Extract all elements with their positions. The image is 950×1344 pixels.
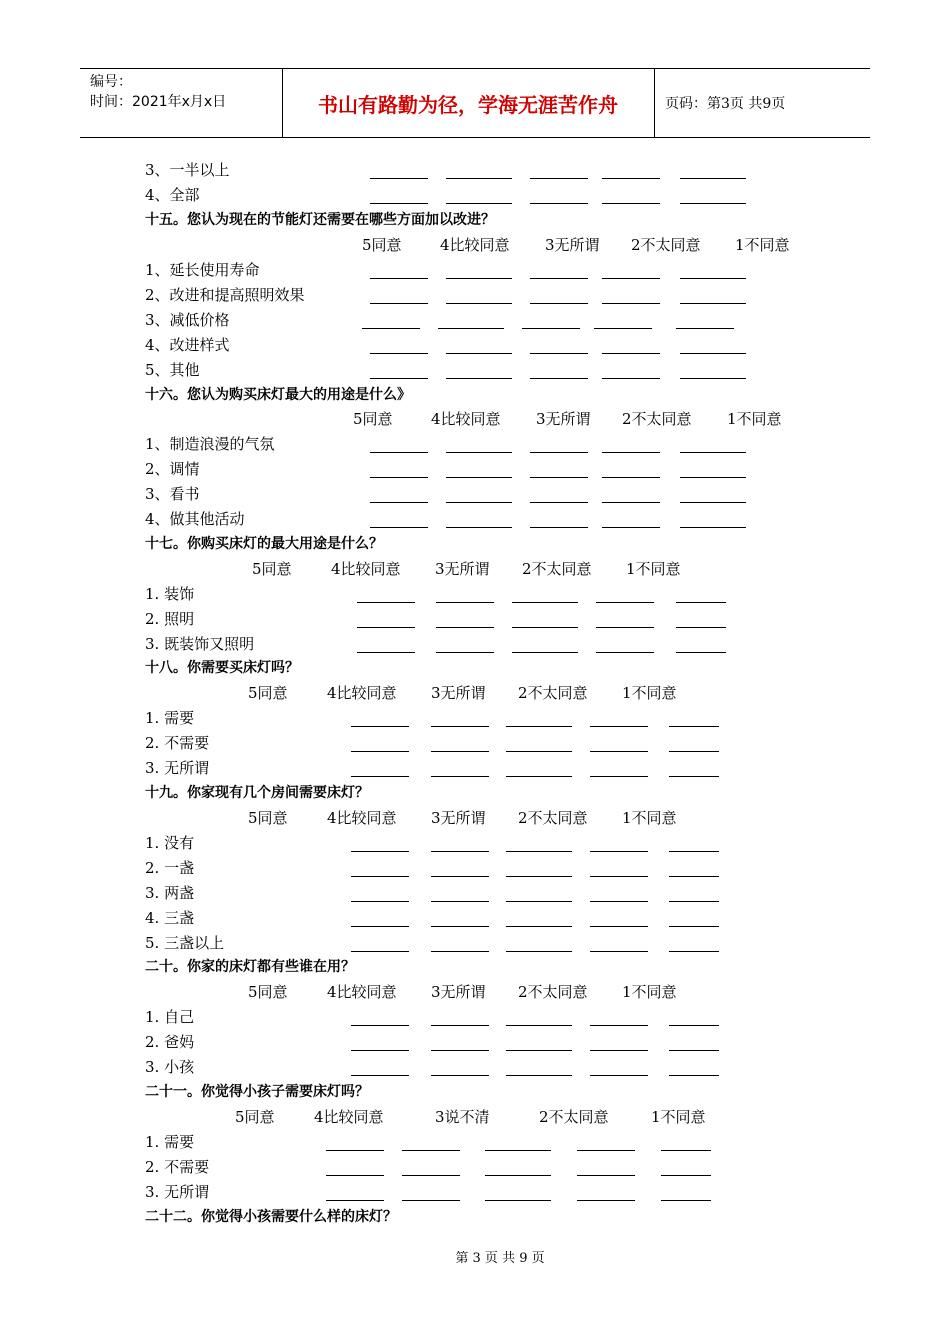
page-indicator: 页码：第3页 共9页 bbox=[665, 96, 786, 112]
number-label: 编号： bbox=[90, 74, 132, 90]
answer-blank[interactable] bbox=[669, 776, 719, 777]
option-label: 3. 无所谓 bbox=[145, 1183, 210, 1201]
answer-blank[interactable] bbox=[326, 1150, 384, 1151]
option-label: 5、其他 bbox=[145, 361, 200, 379]
answer-blank[interactable] bbox=[351, 926, 409, 927]
answer-blank[interactable] bbox=[431, 1025, 489, 1026]
option-label: 3. 两盏 bbox=[145, 884, 195, 902]
scale-label: 5同意 bbox=[362, 236, 402, 254]
scale-label: 4比较同意 bbox=[327, 684, 397, 702]
answer-blank[interactable] bbox=[446, 452, 512, 453]
answer-blank[interactable] bbox=[351, 726, 409, 727]
scale-label: 3无所谓 bbox=[431, 983, 486, 1001]
option-label: 3. 无所谓 bbox=[145, 759, 210, 777]
answer-blank[interactable] bbox=[680, 303, 746, 304]
answer-blank[interactable] bbox=[530, 203, 588, 204]
answer-blank[interactable] bbox=[431, 851, 489, 852]
answer-blank[interactable] bbox=[446, 303, 512, 304]
answer-blank[interactable] bbox=[436, 602, 494, 603]
answer-blank[interactable] bbox=[431, 951, 489, 952]
answer-blank[interactable] bbox=[530, 477, 588, 478]
answer-blank[interactable] bbox=[438, 328, 504, 329]
option-label: 2. 一盏 bbox=[145, 859, 195, 877]
scale-label: 5同意 bbox=[248, 684, 288, 702]
answer-blank[interactable] bbox=[602, 502, 660, 503]
answer-blank[interactable] bbox=[602, 178, 660, 179]
answer-blank[interactable] bbox=[590, 776, 648, 777]
option-label: 2. 照明 bbox=[145, 610, 195, 628]
answer-blank[interactable] bbox=[590, 1050, 648, 1051]
answer-blank[interactable] bbox=[370, 353, 428, 354]
answer-blank[interactable] bbox=[351, 776, 409, 777]
answer-blank[interactable] bbox=[669, 1050, 719, 1051]
answer-blank[interactable] bbox=[669, 751, 719, 752]
answer-blank[interactable] bbox=[446, 278, 512, 279]
answer-blank[interactable] bbox=[590, 951, 648, 952]
option-label: 1. 没有 bbox=[145, 834, 195, 852]
answer-blank[interactable] bbox=[530, 178, 588, 179]
answer-blank[interactable] bbox=[446, 203, 512, 204]
answer-blank[interactable] bbox=[506, 751, 572, 752]
answer-blank[interactable] bbox=[370, 452, 428, 453]
answer-blank[interactable] bbox=[357, 652, 415, 653]
answer-blank[interactable] bbox=[680, 527, 746, 528]
scale-label: 4比较同意 bbox=[327, 983, 397, 1001]
answer-blank[interactable] bbox=[351, 1025, 409, 1026]
scale-label: 2不太同意 bbox=[518, 684, 588, 702]
question-title: 二十。你家的床灯都有些谁在用？ bbox=[145, 959, 355, 975]
scale-label: 2不太同意 bbox=[518, 809, 588, 827]
answer-blank[interactable] bbox=[512, 652, 578, 653]
answer-blank[interactable] bbox=[602, 378, 660, 379]
answer-blank[interactable] bbox=[446, 378, 512, 379]
answer-blank[interactable] bbox=[431, 776, 489, 777]
answer-blank[interactable] bbox=[370, 477, 428, 478]
option-label: 4、做其他活动 bbox=[145, 510, 245, 528]
answer-blank[interactable] bbox=[596, 652, 654, 653]
question-title: 十七。你购买床灯的最大用途是什么？ bbox=[145, 536, 383, 552]
motto: 书山有路勤为径，学海无涯苦作舟 bbox=[282, 69, 655, 137]
option-label: 1. 装饰 bbox=[145, 585, 195, 603]
scale-label: 5同意 bbox=[248, 983, 288, 1001]
answer-blank[interactable] bbox=[530, 502, 588, 503]
answer-blank[interactable] bbox=[506, 901, 572, 902]
answer-blank[interactable] bbox=[436, 627, 494, 628]
answer-blank[interactable] bbox=[485, 1175, 551, 1176]
option-label: 4、全部 bbox=[145, 186, 200, 204]
scale-label: 1不同意 bbox=[626, 560, 681, 578]
answer-blank[interactable] bbox=[506, 726, 572, 727]
answer-blank[interactable] bbox=[506, 926, 572, 927]
answer-blank[interactable] bbox=[357, 627, 415, 628]
answer-blank[interactable] bbox=[530, 378, 588, 379]
answer-blank[interactable] bbox=[577, 1200, 635, 1201]
answer-blank[interactable] bbox=[351, 951, 409, 952]
answer-blank[interactable] bbox=[370, 502, 428, 503]
scale-label: 4比较同意 bbox=[431, 410, 501, 428]
scale-label: 3无所谓 bbox=[431, 684, 486, 702]
answer-blank[interactable] bbox=[431, 876, 489, 877]
option-label: 4、改进样式 bbox=[145, 336, 230, 354]
answer-blank[interactable] bbox=[680, 378, 746, 379]
scale-label: 1不同意 bbox=[735, 236, 790, 254]
option-label: 5. 三盏以上 bbox=[145, 934, 225, 952]
answer-blank[interactable] bbox=[431, 926, 489, 927]
answer-blank[interactable] bbox=[590, 1025, 648, 1026]
answer-blank[interactable] bbox=[669, 901, 719, 902]
answer-blank[interactable] bbox=[402, 1200, 460, 1201]
answer-blank[interactable] bbox=[446, 178, 512, 179]
answer-blank[interactable] bbox=[680, 203, 746, 204]
answer-blank[interactable] bbox=[351, 876, 409, 877]
option-label: 2. 爸妈 bbox=[145, 1033, 195, 1051]
answer-blank[interactable] bbox=[676, 328, 734, 329]
answer-blank[interactable] bbox=[446, 353, 512, 354]
answer-blank[interactable] bbox=[506, 1075, 572, 1076]
scale-label: 1不同意 bbox=[622, 983, 677, 1001]
answer-blank[interactable] bbox=[351, 751, 409, 752]
option-label: 1. 自己 bbox=[145, 1008, 195, 1026]
scale-label: 4比较同意 bbox=[331, 560, 401, 578]
scale-label: 5同意 bbox=[248, 809, 288, 827]
answer-blank[interactable] bbox=[669, 951, 719, 952]
answer-blank[interactable] bbox=[590, 901, 648, 902]
header-info bbox=[80, 69, 283, 137]
option-label: 3、减低价格 bbox=[145, 311, 230, 329]
answer-blank[interactable] bbox=[530, 303, 588, 304]
answer-blank[interactable] bbox=[357, 602, 415, 603]
scale-label: 2不太同意 bbox=[631, 236, 701, 254]
answer-blank[interactable] bbox=[485, 1150, 551, 1151]
answer-blank[interactable] bbox=[669, 1025, 719, 1026]
scale-label: 4比较同意 bbox=[327, 809, 397, 827]
answer-blank[interactable] bbox=[522, 328, 580, 329]
answer-blank[interactable] bbox=[602, 303, 660, 304]
answer-blank[interactable] bbox=[596, 627, 654, 628]
answer-blank[interactable] bbox=[485, 1200, 551, 1201]
answer-blank[interactable] bbox=[436, 652, 494, 653]
option-label: 1、延长使用寿命 bbox=[145, 261, 260, 279]
answer-blank[interactable] bbox=[506, 851, 572, 852]
answer-blank[interactable] bbox=[680, 502, 746, 503]
option-label: 3. 既装饰又照明 bbox=[145, 635, 255, 653]
answer-blank[interactable] bbox=[590, 876, 648, 877]
scale-label: 3说不清 bbox=[435, 1108, 490, 1126]
answer-blank[interactable] bbox=[431, 1050, 489, 1051]
answer-blank[interactable] bbox=[370, 527, 428, 528]
answer-blank[interactable] bbox=[446, 502, 512, 503]
answer-blank[interactable] bbox=[669, 851, 719, 852]
answer-blank[interactable] bbox=[602, 353, 660, 354]
answer-blank[interactable] bbox=[669, 926, 719, 927]
answer-blank[interactable] bbox=[602, 527, 660, 528]
scale-label: 2不太同意 bbox=[539, 1108, 609, 1126]
answer-blank[interactable] bbox=[326, 1200, 384, 1201]
answer-blank[interactable] bbox=[661, 1200, 711, 1201]
option-label: 2、改进和提高照明效果 bbox=[145, 286, 305, 304]
answer-blank[interactable] bbox=[680, 477, 746, 478]
answer-blank[interactable] bbox=[512, 627, 578, 628]
answer-blank[interactable] bbox=[351, 851, 409, 852]
answer-blank[interactable] bbox=[680, 452, 746, 453]
answer-blank[interactable] bbox=[669, 1075, 719, 1076]
answer-blank[interactable] bbox=[431, 751, 489, 752]
question-title: 十九。你家现有几个房间需要床灯？ bbox=[145, 785, 369, 801]
answer-blank[interactable] bbox=[676, 602, 726, 603]
answer-blank[interactable] bbox=[351, 1075, 409, 1076]
option-label: 3、一半以上 bbox=[145, 161, 230, 179]
scale-label: 2不太同意 bbox=[518, 983, 588, 1001]
answer-blank[interactable] bbox=[680, 353, 746, 354]
answer-blank[interactable] bbox=[402, 1175, 460, 1176]
answer-blank[interactable] bbox=[512, 602, 578, 603]
answer-blank[interactable] bbox=[446, 527, 512, 528]
answer-blank[interactable] bbox=[676, 627, 726, 628]
option-label: 1. 需要 bbox=[145, 1133, 195, 1151]
option-label: 4. 三盏 bbox=[145, 909, 195, 927]
answer-blank[interactable] bbox=[590, 1075, 648, 1076]
time-label: 时间：2021年x月x日 bbox=[90, 94, 227, 110]
scale-label: 5同意 bbox=[252, 560, 292, 578]
answer-blank[interactable] bbox=[577, 1175, 635, 1176]
option-label: 2、调情 bbox=[145, 460, 200, 478]
answer-blank[interactable] bbox=[431, 901, 489, 902]
answer-blank[interactable] bbox=[370, 278, 428, 279]
answer-blank[interactable] bbox=[590, 851, 648, 852]
scale-label: 5同意 bbox=[353, 410, 393, 428]
answer-blank[interactable] bbox=[602, 203, 660, 204]
question-title: 十八。你需要买床灯吗？ bbox=[145, 660, 299, 676]
option-label: 2. 不需要 bbox=[145, 1158, 210, 1176]
question-title: 二十一。你觉得小孩子需要床灯吗？ bbox=[145, 1084, 369, 1100]
answer-blank[interactable] bbox=[506, 876, 572, 877]
page-footer: 第 3 页 共 9 页 bbox=[455, 1251, 545, 1266]
answer-blank[interactable] bbox=[590, 751, 648, 752]
answer-blank[interactable] bbox=[602, 477, 660, 478]
answer-blank[interactable] bbox=[530, 527, 588, 528]
answer-blank[interactable] bbox=[577, 1150, 635, 1151]
scale-label: 4比较同意 bbox=[314, 1108, 384, 1126]
page-header bbox=[80, 68, 870, 138]
answer-blank[interactable] bbox=[370, 178, 428, 179]
answer-blank[interactable] bbox=[370, 203, 428, 204]
question-title: 十五。您认为现在的节能灯还需要在哪些方面加以改进？ bbox=[145, 212, 495, 228]
answer-blank[interactable] bbox=[370, 378, 428, 379]
answer-blank[interactable] bbox=[530, 353, 588, 354]
scale-label: 3无所谓 bbox=[536, 410, 591, 428]
option-label: 3、看书 bbox=[145, 485, 200, 503]
scale-label: 1不同意 bbox=[622, 809, 677, 827]
answer-blank[interactable] bbox=[506, 1025, 572, 1026]
answer-blank[interactable] bbox=[602, 452, 660, 453]
answer-blank[interactable] bbox=[402, 1150, 460, 1151]
scale-label: 4比较同意 bbox=[440, 236, 510, 254]
answer-blank[interactable] bbox=[431, 726, 489, 727]
answer-blank[interactable] bbox=[590, 926, 648, 927]
option-label: 2. 不需要 bbox=[145, 734, 210, 752]
scale-label: 1不同意 bbox=[727, 410, 782, 428]
question-title: 二十二。你觉得小孩需要什么样的床灯？ bbox=[145, 1209, 397, 1225]
answer-blank[interactable] bbox=[680, 178, 746, 179]
scale-label: 2不太同意 bbox=[522, 560, 592, 578]
answer-blank[interactable] bbox=[431, 1075, 489, 1076]
answer-blank[interactable] bbox=[351, 901, 409, 902]
answer-blank[interactable] bbox=[506, 951, 572, 952]
scale-label: 1不同意 bbox=[651, 1108, 706, 1126]
answer-blank[interactable] bbox=[669, 876, 719, 877]
answer-blank[interactable] bbox=[594, 328, 652, 329]
answer-blank[interactable] bbox=[351, 1050, 409, 1051]
answer-blank[interactable] bbox=[590, 726, 648, 727]
answer-blank[interactable] bbox=[680, 278, 746, 279]
answer-blank[interactable] bbox=[661, 1150, 711, 1151]
answer-blank[interactable] bbox=[530, 452, 588, 453]
answer-blank[interactable] bbox=[676, 652, 726, 653]
scale-label: 3无所谓 bbox=[545, 236, 600, 254]
answer-blank[interactable] bbox=[446, 477, 512, 478]
answer-blank[interactable] bbox=[596, 602, 654, 603]
option-label: 3. 小孩 bbox=[145, 1058, 195, 1076]
scale-label: 3无所谓 bbox=[435, 560, 490, 578]
scale-label: 2不太同意 bbox=[622, 410, 692, 428]
answer-blank[interactable] bbox=[506, 776, 572, 777]
answer-blank[interactable] bbox=[602, 278, 660, 279]
answer-blank[interactable] bbox=[326, 1175, 384, 1176]
scale-label: 3无所谓 bbox=[431, 809, 486, 827]
answer-blank[interactable] bbox=[370, 303, 428, 304]
option-label: 1、制造浪漫的气氛 bbox=[145, 435, 275, 453]
scale-label: 5同意 bbox=[235, 1108, 275, 1126]
answer-blank[interactable] bbox=[362, 328, 420, 329]
question-title: 十六。您认为购买床灯最大的用途是什么》 bbox=[145, 387, 411, 403]
answer-blank[interactable] bbox=[669, 726, 719, 727]
answer-blank[interactable] bbox=[661, 1175, 711, 1176]
answer-blank[interactable] bbox=[530, 278, 588, 279]
scale-label: 1不同意 bbox=[622, 684, 677, 702]
option-label: 1. 需要 bbox=[145, 709, 195, 727]
answer-blank[interactable] bbox=[506, 1050, 572, 1051]
